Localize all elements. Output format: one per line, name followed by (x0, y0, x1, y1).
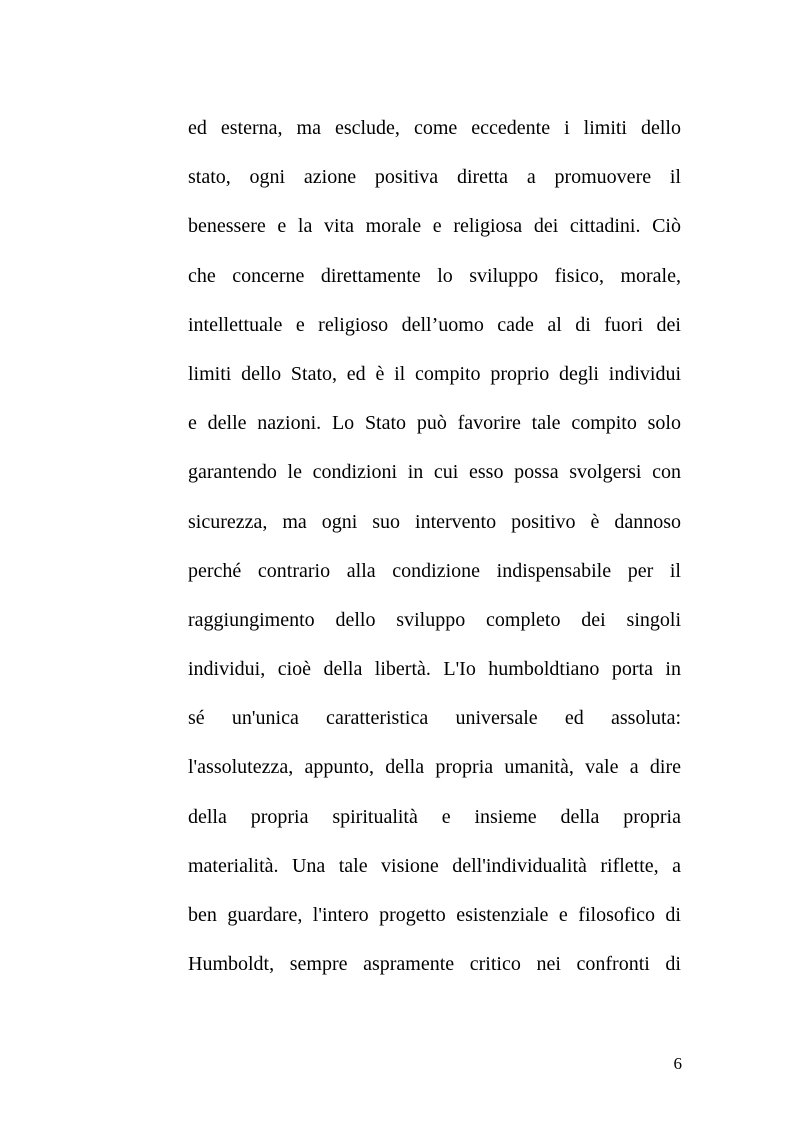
text-line-14: l'assolutezza, appunto, della propria umanità, vale a dire (188, 756, 681, 779)
text-line-7: e delle nazioni. Lo Stato può favorire tale compito solo (188, 412, 681, 435)
text-line-8: garantendo le condizioni in cui esso possa svolgersi con (188, 461, 681, 484)
text-line-9: sicurezza, ma ogni suo intervento positivo è dannoso (188, 510, 681, 533)
page-number: 6 (673, 1054, 682, 1073)
text-line-5: intellettuale e religioso dell’uomo cade al di fuori dei (188, 313, 681, 336)
body-text (188, 106, 681, 991)
text-line-15: della propria spiritualità e insieme della propria (188, 805, 681, 828)
text-line-17: ben guardare, l'intero progetto esistenziale e filosofico di (188, 904, 681, 926)
text-line-1: ed esterna, ma esclude, come eccedente i limiti dello (188, 117, 681, 139)
text-line-3: benessere e la vita morale e religiosa dei cittadini. Ciò (188, 215, 681, 238)
text-line-16: materialità. Una tale visione dell'individualità riflette, a (188, 854, 681, 877)
text-line-4: che concerne direttamente lo sviluppo fisico, morale, (188, 264, 681, 287)
text-line-12: individui, cioè della libertà. L'Io humboldtiano porta in (188, 658, 681, 681)
text-line-13: sé un'unica caratteristica universale ed assoluta: (188, 707, 681, 730)
text-line-10: perché contrario alla condizione indispensabile per il (188, 559, 681, 582)
text-line-11: raggiungimento dello sviluppo completo dei singoli (188, 608, 681, 631)
text-line-2: stato, ogni azione positiva diretta a promuovere il (188, 166, 681, 189)
text-line-18: Humboldt, sempre aspramente critico nei confronti di (188, 953, 681, 976)
text-line-6: limiti dello Stato, ed è il compito proprio degli individui (188, 362, 681, 385)
